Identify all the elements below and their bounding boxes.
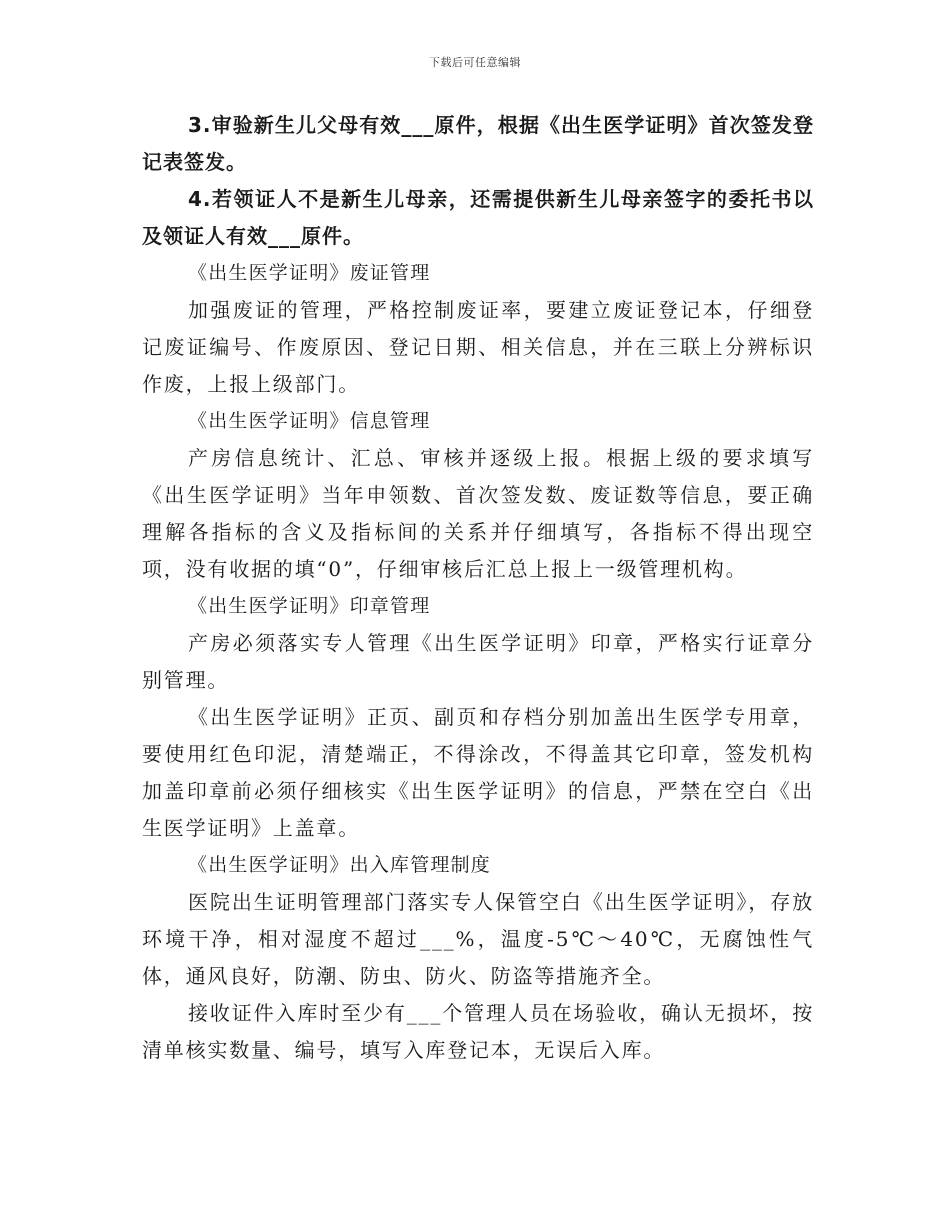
paragraph-verify-parents-id: 3.审验新生儿父母有效___原件，根据《出生医学证明》首次签发登记表签发。 — [142, 113, 814, 174]
paragraph-void-management: 加强废证的管理，严格控制废证率，要建立废证登记本，仔细登记废证编号、作废原因、登记日期、相关信息，并在三联上分辨标识作废，上报上级部门。 — [142, 298, 814, 396]
paragraph-seal-usage: 《出生医学证明》正页、副页和存档分别加盖出生医学专用章，要使用红色印泥，清楚端正，不得涂改，不得盖其它印章，签发机构加盖印章前必须仔细核实《出生医学证明》的信息，严禁在空白《出生医学证明》上盖章。 — [142, 705, 814, 840]
paragraph-seal-management: 产房必须落实专人管理《出生医学证明》印章，严格实行证章分别管理。 — [142, 631, 814, 692]
section-heading-seal-management: 《出生医学证明》印章管理 — [188, 595, 431, 617]
section-heading-storage-management: 《出生医学证明》出入库管理制度 — [188, 854, 492, 876]
paragraph-info-management: 产房信息统计、汇总、审核并逐级上报。根据上级的要求填写《出生医学证明》当年申领数、首次签发数、废证数等信息，要正确理解各指标的含义及指标间的关系并仔细填写，各指标不得出现空项，没有收据的填“0”，仔细审核后汇总上报上一级管理机构。 — [142, 446, 814, 581]
page-header: 下载后可任意编辑 — [429, 56, 521, 69]
section-heading-void-management: 《出生医学证明》废证管理 — [188, 262, 431, 284]
document-body — [142, 107, 814, 1069]
paragraph-storage-intake: 接收证件入库时至少有___个管理人员在场验收，确认无损坏，按清单核实数量、编号，填写入库登记本，无误后入库。 — [142, 1001, 814, 1062]
paragraph-storage-environment: 医院出生证明管理部门落实专人保管空白《出生医学证明》，存放环境干净，相对湿度不超过___%，温度-5℃～40℃，无腐蚀性气体，通风良好，防潮、防虫、防火、防盗等措施齐全。 — [142, 890, 814, 988]
paragraph-proxy-collector: 4.若领证人不是新生儿母亲，还需提供新生儿母亲签字的委托书以及领证人有效___原件。 — [142, 187, 814, 248]
section-heading-info-management: 《出生医学证明》信息管理 — [188, 410, 431, 432]
